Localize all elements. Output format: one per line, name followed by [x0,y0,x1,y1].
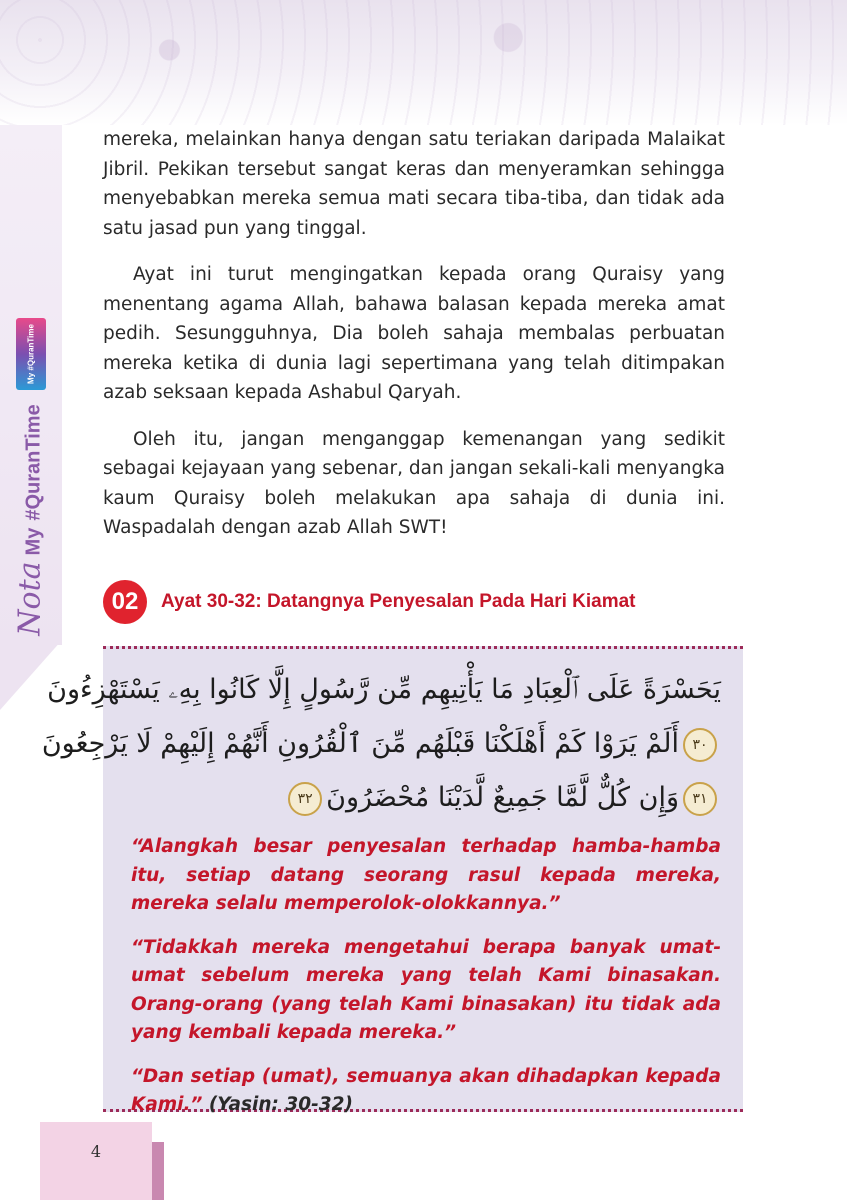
section-title: Ayat 30-32: Datangnya Penyesalan Pada Hari Kiamat [161,591,636,612]
vertical-brand-title [10,395,50,645]
arabic-text-1: يَحَسْرَةً عَلَى ٱلْعِبَادِ مَا يَأْتِيهِم مِّن رَّسُولٍ إِلَّا كَانُوا بِهِۦ يَسْتَهْزِءُونَ [47,674,721,705]
decorative-header-pattern [0,0,847,125]
arabic-text-3: وَإِن كُلٌّ لَّمَّا جَمِيعٌ لَّدَيْنَا مُحْضَرُونَ [326,782,679,813]
translation-2: “Tidakkah mereka mengetahui berapa banyak umat-umat sebelum mereka yang telah Kami binasakan. Orang-orang (yang telah Kami binasakan) itu tidak ada yang kembali kepada mereka.” [131,936,721,1043]
translation-1: “Alangkah besar penyesalan terhadap hamba-hamba itu, setiap datang seorang rasul kepada mereka, mereka selalu memperolok-olokkannya.” [131,836,721,914]
arabic-line-2 [41,717,721,771]
page-number-box [40,1122,152,1200]
brand-nota: Nota [12,561,48,636]
ayah-marker-icon: ٣٢ [288,782,322,816]
page-number: 4 [90,1142,102,1161]
arabic-line-3 [125,771,721,825]
translation-3-text: “Dan setiap (umat), semuanya akan dihadapkan kepada Kami.” [131,1065,721,1115]
arabic-verses [41,649,743,825]
translation-block [103,825,743,1120]
verse-box [41,646,743,1115]
brand-text [13,404,48,635]
brand-logo-text: My #QuranTime [26,324,36,384]
paragraph-1: mereka, melainkan hanya dengan satu teriakan daripada Malaikat Jibril. Pekikan tersebut sangat keras dan menyeramkan sehingga menyebabkan mereka semua mati secara tiba-tiba, dan tidak ada satu jasad pun yang tinggal. [103,129,725,239]
translation-3 [131,1063,721,1120]
verse-reference: (Yasin: 30-32) [208,1094,353,1115]
brand-logo [16,318,46,390]
arabic-line-1 [47,663,721,717]
arabic-text-2: أَلَمْ يَرَوْا كَمْ أَهْلَكْنَا قَبْلَهُم مِّنَ ٱلْقُرُونِ أَنَّهُمْ إِلَيْهِمْ لَا يَرْجِعُونَ [41,728,679,759]
ayah-marker-icon: ٣٠ [683,728,717,762]
paragraph-3: Oleh itu, jangan menganggap kemenangan yang sedikit sebagai kejayaan yang sebenar, dan jangan sekali-kali menyangka kaum Quraisy boleh melakukan apa sahaja di dunia ini. Waspadalah dengan azab Allah SWT! [103,428,725,538]
page-number-accent [152,1142,164,1200]
body-text [103,125,725,560]
brand-my: My [22,527,45,556]
section-heading [103,580,743,624]
section-number-badge: 02 [103,580,147,624]
paragraph-2: Ayat ini turut mengingatkan kepada orang Quraisy yang menentang agama Allah, bahawa balasan kepada mereka amat pedih. Sesungguhnya, Dia boleh sahaja membalas perbuatan mereka ketika di dunia lagi sepertimana yang telah ditimpakan azab seksaan kepada Ashabul Qaryah. [103,264,725,403]
ayah-marker-icon: ٣١ [683,782,717,816]
brand-hashtag: #QuranTime [22,404,45,521]
